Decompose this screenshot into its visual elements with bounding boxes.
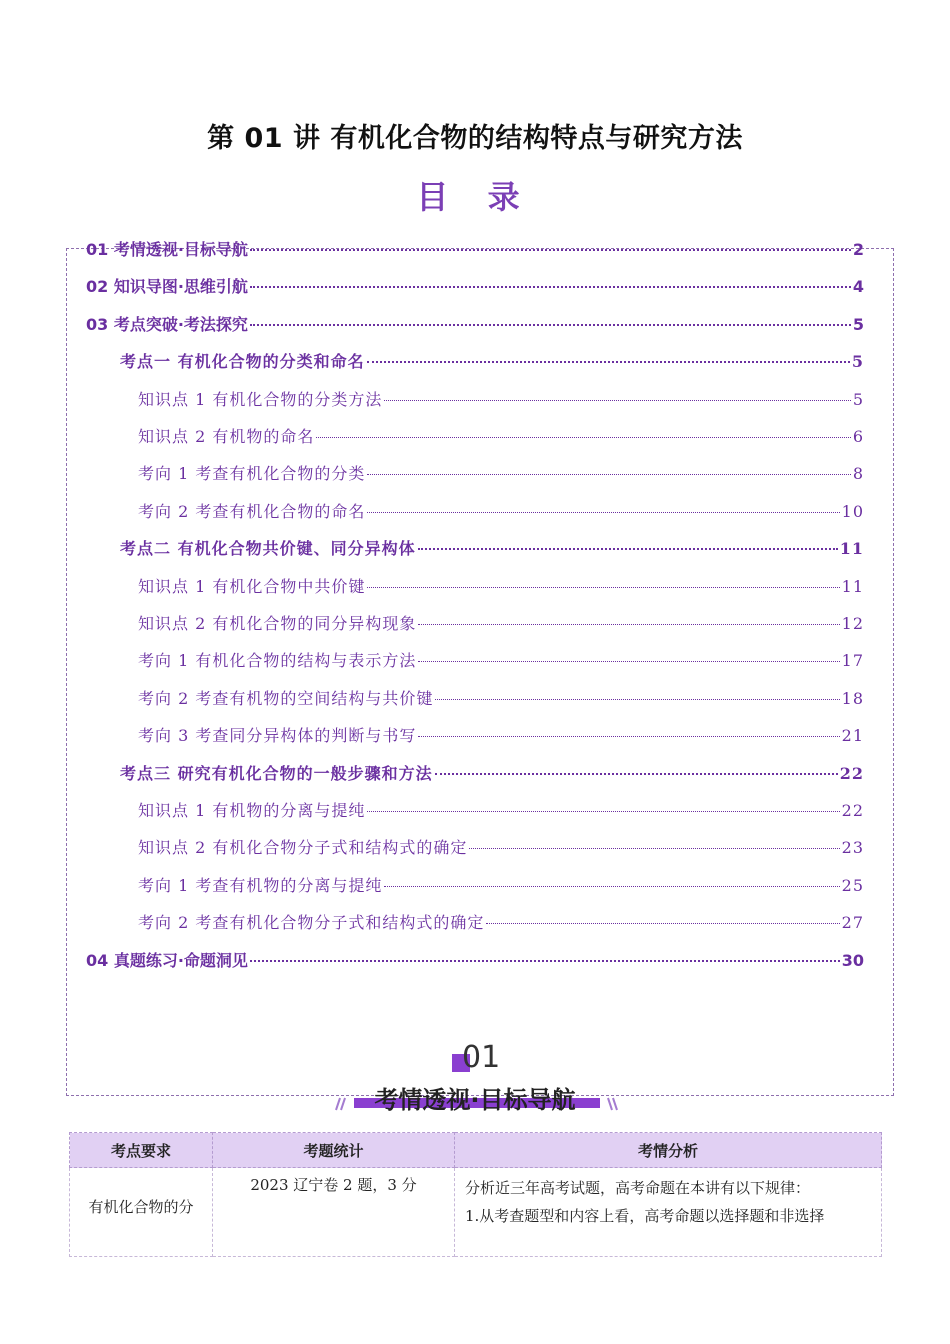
toc-leader-dots: [367, 586, 839, 588]
toc-entry[interactable]: [120, 349, 864, 372]
toc-entry[interactable]: [120, 761, 864, 784]
toc-leader-dots: [469, 847, 839, 849]
toc-entry[interactable]: [138, 835, 864, 858]
toc-entry-label: 考向 2 考查有机化合物的命名: [138, 501, 366, 521]
toc-entry-page: 17: [841, 651, 864, 671]
toc-entry-label: 考点三 研究有机化合物的一般步骤和方法: [120, 763, 433, 783]
toc-leader-dots: [250, 959, 840, 962]
toc-entry[interactable]: [138, 910, 864, 933]
table-header-row: [70, 1133, 882, 1168]
section-title: 考情透视·目标导航: [374, 1086, 576, 1114]
toc-entry-label: 01 考情透视·目标导航: [86, 240, 248, 259]
toc-leader-dots: [418, 660, 839, 662]
toc-entry-page: 22: [839, 763, 864, 783]
cell-requirement: 有机化合物的分: [70, 1168, 213, 1257]
toc-entry-label: 知识点 2 有机物的命名: [138, 427, 315, 446]
toc-entry-label: 考点二 有机化合物共价键、同分异构体: [120, 539, 416, 559]
toc-entry[interactable]: [86, 274, 864, 297]
exam-stats-table: [69, 1132, 882, 1257]
toc-entry-page: 10: [841, 501, 864, 521]
toc-entry[interactable]: [138, 611, 864, 634]
header-requirement: 考点要求: [70, 1133, 213, 1168]
toc-entry[interactable]: [138, 873, 864, 896]
toc-entry-page: 5: [851, 352, 864, 372]
toc-entry-label: 知识点 1 有机化合物中共价键: [138, 576, 366, 596]
toc-leader-dots: [384, 885, 839, 887]
toc-leader-dots: [418, 623, 839, 625]
toc-leader-dots: [435, 772, 838, 775]
toc-entry-label: 知识点 2 有机化合物分子式和结构式的确定: [138, 838, 468, 858]
cell-statistics: 2023 辽宁卷 2 题，3 分: [213, 1168, 455, 1257]
analysis-line: 1.从考查题型和内容上看，高考命题以选择题和非选择: [465, 1207, 825, 1225]
toc-leader-dots: [435, 698, 839, 700]
toc-leader-dots: [367, 473, 850, 475]
toc-leader-dots: [250, 323, 851, 326]
toc-leader-dots: [367, 810, 839, 812]
toc-entry[interactable]: [86, 312, 864, 335]
toc-entry[interactable]: [138, 461, 864, 484]
toc-entry-page: 18: [841, 688, 864, 708]
toc-heading: 目 录: [416, 178, 534, 216]
toc-leader-dots: [250, 248, 851, 251]
toc-entry-page: 11: [839, 539, 864, 559]
toc-entry[interactable]: [86, 237, 864, 260]
header-analysis: 考情分析: [455, 1133, 882, 1168]
toc-entry[interactable]: [120, 536, 864, 559]
page-title: 第 01 讲 有机化合物的结构特点与研究方法: [207, 123, 743, 154]
toc-entry-page: 12: [841, 614, 864, 633]
toc-entry-page: 4: [852, 277, 864, 297]
toc-entry[interactable]: [138, 574, 864, 597]
toc-leader-dots: [384, 399, 850, 401]
toc-entry-label: 04 真题练习·命题洞见: [86, 950, 248, 970]
toc-entry[interactable]: [138, 723, 864, 746]
toc-entry-label: 考向 1 考查有机化合物的分类: [138, 464, 366, 484]
toc-entry[interactable]: [138, 686, 864, 709]
cell-analysis: [455, 1168, 882, 1257]
toc-entry[interactable]: [138, 387, 864, 410]
toc-entry-page: 21: [841, 726, 864, 746]
toc-entry-page: 5: [852, 314, 864, 334]
toc-entry-label: 知识点 1 有机化合物的分类方法: [138, 389, 383, 409]
table-row: [70, 1168, 882, 1257]
toc-entry-page: 5: [852, 389, 864, 409]
toc-entry-label: 03 考点突破·考法探究: [86, 314, 248, 334]
toc-entry-label: 考向 1 有机化合物的结构与表示方法: [138, 651, 417, 671]
section-number: 01: [462, 1040, 501, 1075]
toc-leader-dots: [316, 436, 850, 438]
toc-entry[interactable]: [138, 648, 864, 671]
toc-entry-label: 考点一 有机化合物的分类和命名: [120, 352, 365, 372]
toc-entry[interactable]: [86, 948, 864, 971]
toc-entry[interactable]: [138, 798, 864, 821]
toc-entry-page: 2: [852, 240, 864, 259]
toc-entry[interactable]: [138, 424, 864, 447]
toc-entry-page: 25: [841, 875, 864, 895]
toc-entry-label: 知识点 2 有机化合物的同分异构现象: [138, 614, 417, 633]
toc-entry-label: 考向 2 考查有机物的空间结构与共价键: [138, 688, 434, 708]
toc-entry-label: 考向 1 考查有机物的分离与提纯: [138, 875, 383, 895]
analysis-line: 分析近三年高考试题，高考命题在本讲有以下规律：: [465, 1179, 811, 1197]
toc-leader-dots: [250, 285, 851, 288]
toc-entry-page: 30: [841, 950, 864, 970]
toc-leader-dots: [486, 922, 839, 924]
toc-entry-page: 27: [841, 913, 864, 933]
toc-entry-page: 6: [852, 427, 864, 446]
toc-entry-page: 22: [841, 801, 864, 820]
header-statistics: 考题统计: [213, 1133, 455, 1168]
toc-entry-label: 考向 3 考查同分异构体的判断与书写: [138, 726, 417, 746]
toc-entry-page: 11: [841, 576, 864, 596]
toc-entry-label: 02 知识导图·思维引航: [86, 277, 248, 297]
toc-leader-dots: [418, 735, 839, 737]
toc-leader-dots: [367, 511, 839, 513]
toc-entry-label: 知识点 1 有机物的分离与提纯: [138, 801, 366, 820]
toc-entry-label: 考向 2 考查有机化合物分子式和结构式的确定: [138, 913, 485, 933]
toc-leader-dots: [418, 547, 838, 550]
toc-entry-page: 8: [852, 464, 864, 484]
toc-entry[interactable]: [138, 499, 864, 522]
toc-leader-dots: [367, 360, 850, 363]
toc-entry-page: 23: [841, 838, 864, 858]
